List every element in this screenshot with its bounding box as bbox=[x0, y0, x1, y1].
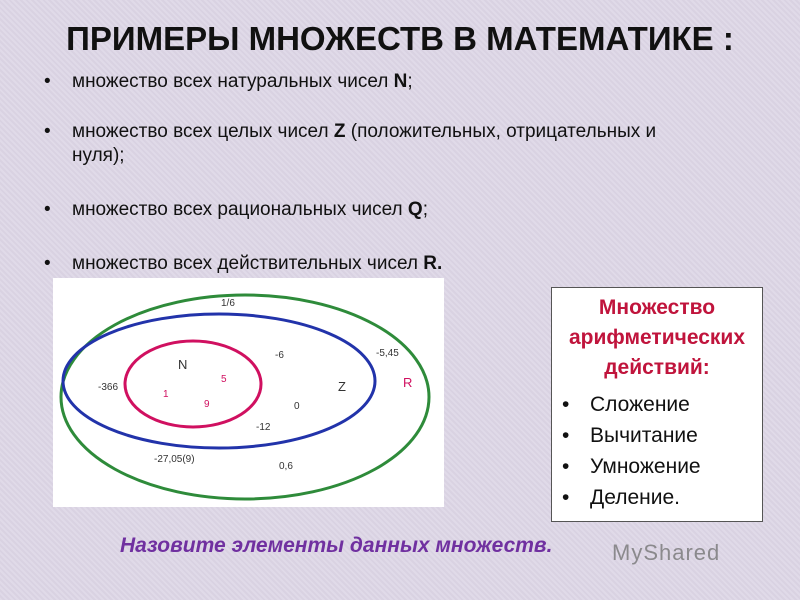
bullet-dot: • bbox=[562, 424, 570, 447]
bullet-continuation: нуля); bbox=[72, 145, 125, 166]
bullet-text: множество всех рациональных чисел bbox=[72, 199, 408, 220]
element-r-minus5-45: -5,45 bbox=[376, 348, 399, 359]
operation-label: Вычитание bbox=[590, 424, 698, 447]
operation-label: Деление. bbox=[590, 486, 680, 509]
element-z-minus12: -12 bbox=[256, 422, 271, 433]
bullet-dot: • bbox=[562, 393, 570, 416]
set-r-ellipse bbox=[61, 295, 429, 499]
question-text: Назовите элементы данных множеств. bbox=[120, 534, 553, 557]
bullet-suffix: (положительных, отрицательных и bbox=[345, 121, 657, 142]
set-symbol-n: N bbox=[393, 71, 408, 92]
element-n-5: 5 bbox=[221, 374, 227, 385]
label-r: R bbox=[403, 375, 413, 390]
bullet-integer bbox=[44, 120, 656, 168]
element-n-1: 1 bbox=[163, 389, 169, 400]
operations-title bbox=[552, 293, 762, 383]
set-symbol-q: Q bbox=[407, 199, 423, 220]
operations-list bbox=[552, 389, 762, 513]
operation-item bbox=[552, 389, 762, 420]
bullet-suffix: ; bbox=[422, 199, 428, 220]
operation-item bbox=[552, 420, 762, 451]
operations-box bbox=[551, 287, 763, 522]
bullet-real bbox=[44, 252, 442, 276]
element-r-1-6: 1/6 bbox=[221, 298, 235, 309]
element-z-minus6: -6 bbox=[275, 350, 284, 361]
element-z-0: 0 bbox=[294, 401, 300, 412]
element-z-minus366: -366 bbox=[98, 382, 119, 393]
bullet-suffix: ; bbox=[407, 71, 413, 92]
bullet-natural bbox=[44, 70, 413, 94]
set-n-ellipse bbox=[125, 341, 261, 427]
bullet-dot: • bbox=[44, 121, 51, 142]
bullet-dot: • bbox=[44, 253, 51, 274]
bullet-rational bbox=[44, 198, 428, 222]
bullet-text: множество всех натуральных чисел bbox=[72, 71, 394, 92]
set-symbol-r: R. bbox=[423, 253, 443, 274]
bullet-dot: • bbox=[562, 486, 570, 509]
bullet-text: множество всех действительных чисел bbox=[72, 253, 424, 274]
element-n-9: 9 bbox=[204, 399, 210, 410]
bullet-dot: • bbox=[562, 455, 570, 478]
operations-title-line: действий: bbox=[604, 356, 710, 379]
bullet-text: множество всех целых чисел bbox=[72, 121, 334, 142]
venn-diagram bbox=[53, 278, 444, 507]
operation-label: Умножение bbox=[590, 455, 701, 478]
bullet-dot: • bbox=[44, 71, 51, 92]
set-symbol-z: Z bbox=[333, 121, 346, 142]
element-r-minus27-05: -27,05(9) bbox=[154, 454, 195, 465]
label-n: N bbox=[178, 357, 188, 372]
set-z-ellipse bbox=[63, 314, 375, 448]
slide-title: ПРИМЕРЫ МНОЖЕСТВ В МАТЕМАТИКЕ : bbox=[66, 20, 734, 57]
operation-item bbox=[552, 451, 762, 482]
operation-label: Сложение bbox=[590, 393, 690, 416]
label-z: Z bbox=[338, 379, 346, 394]
operation-item bbox=[552, 482, 762, 513]
operations-title-line: Множество bbox=[598, 296, 716, 319]
element-r-0-6: 0,6 bbox=[279, 461, 293, 472]
operations-title-line: арифметических bbox=[568, 326, 746, 349]
bullet-dot: • bbox=[44, 199, 51, 220]
watermark-logo: MyShared bbox=[612, 540, 721, 565]
